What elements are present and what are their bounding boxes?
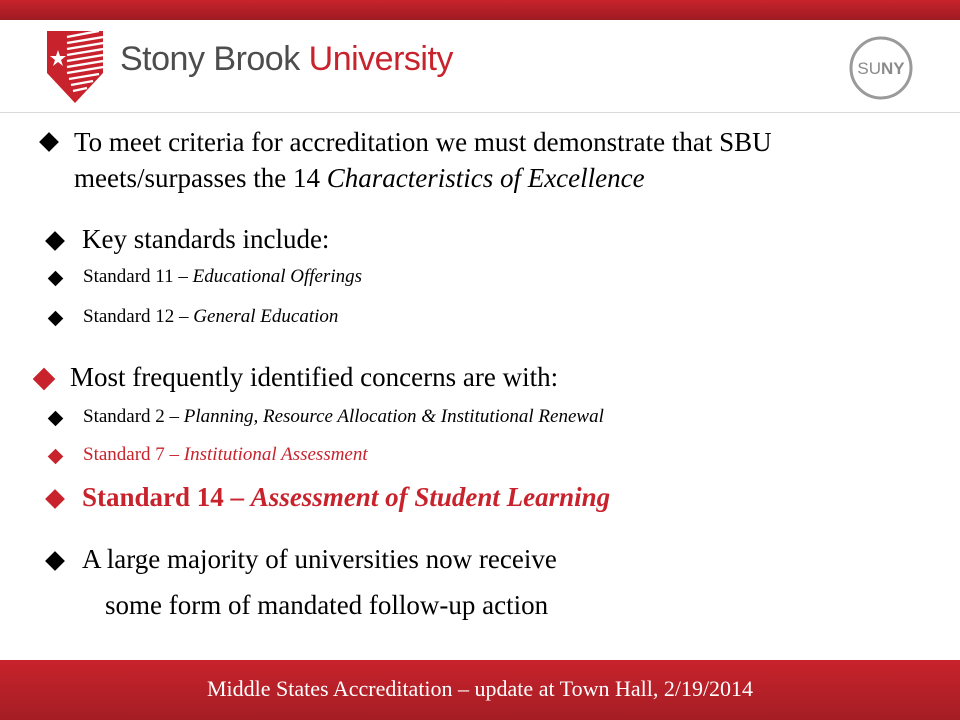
bullet-key-standards — [42, 224, 329, 255]
concerns-text: Most frequently identified concerns are with: — [70, 362, 559, 392]
key-standards-text: Key standards include: — [82, 224, 330, 254]
standard-7-text — [83, 444, 368, 466]
follow-up-continuation — [105, 590, 548, 621]
diamond-bullet-icon — [48, 449, 64, 465]
standard-2-label: Standard 2 – — [83, 406, 184, 427]
university-name-part1: Stony Brook — [120, 40, 309, 78]
standard-7-label: Standard 7 – — [83, 444, 184, 465]
diamond-bullet-icon — [48, 271, 64, 287]
follow-up-line-1: A large majority of universities now receive — [82, 544, 557, 574]
bullet-standard-2 — [42, 406, 604, 428]
criteria-line-2-prefix: meets/surpasses the 14 — [74, 163, 327, 193]
diamond-bullet-icon — [45, 551, 65, 571]
university-name-part2: University — [308, 40, 453, 78]
suny-text-light: SU — [857, 59, 881, 78]
suny-text-bold: NY — [881, 59, 905, 78]
standard-12-label: Standard 12 – — [83, 306, 194, 327]
diamond-bullet-icon — [33, 368, 56, 391]
criteria-text — [74, 124, 772, 196]
diamond-bullet-icon — [48, 311, 64, 327]
diamond-bullet-icon — [45, 231, 65, 251]
standard-2-title: Planning, Resource Allocation & Institutional Renewal — [183, 406, 604, 427]
follow-up-line-2: some form of mandated follow-up action — [105, 590, 549, 620]
standard-2-text — [83, 406, 604, 428]
criteria-line-1: To meet criteria for accreditation we must demonstrate that SBU — [74, 127, 772, 157]
standard-12-text — [83, 306, 338, 328]
diamond-bullet-icon — [39, 132, 59, 152]
diamond-bullet-icon — [48, 411, 64, 427]
bullet-standard-7 — [42, 444, 368, 466]
standard-14-title: Assessment of Student Learning — [250, 482, 611, 512]
standard-12-title: General Education — [193, 306, 339, 327]
bullet-standard-11 — [42, 266, 362, 288]
bullet-criteria — [36, 124, 772, 196]
bullet-standard-14 — [42, 482, 610, 513]
standard-7-title: Institutional Assessment — [183, 444, 368, 465]
standard-11-text — [83, 266, 362, 288]
standard-14-text — [82, 482, 610, 513]
diamond-bullet-icon — [45, 489, 65, 509]
bullet-standard-12 — [42, 306, 338, 328]
bullet-concerns — [30, 362, 558, 393]
standard-11-title: Educational Offerings — [192, 266, 362, 287]
bullet-follow-up — [42, 544, 557, 575]
characteristics-of-excellence: Characteristics of Excellence — [326, 163, 645, 193]
standard-11-label: Standard 11 – — [83, 266, 193, 287]
standard-14-label: Standard 14 – — [82, 482, 251, 512]
footer-text: Middle States Accreditation – update at Town Hall, 2/19/2014 — [206, 676, 754, 701]
criteria-line-2 — [74, 160, 772, 196]
